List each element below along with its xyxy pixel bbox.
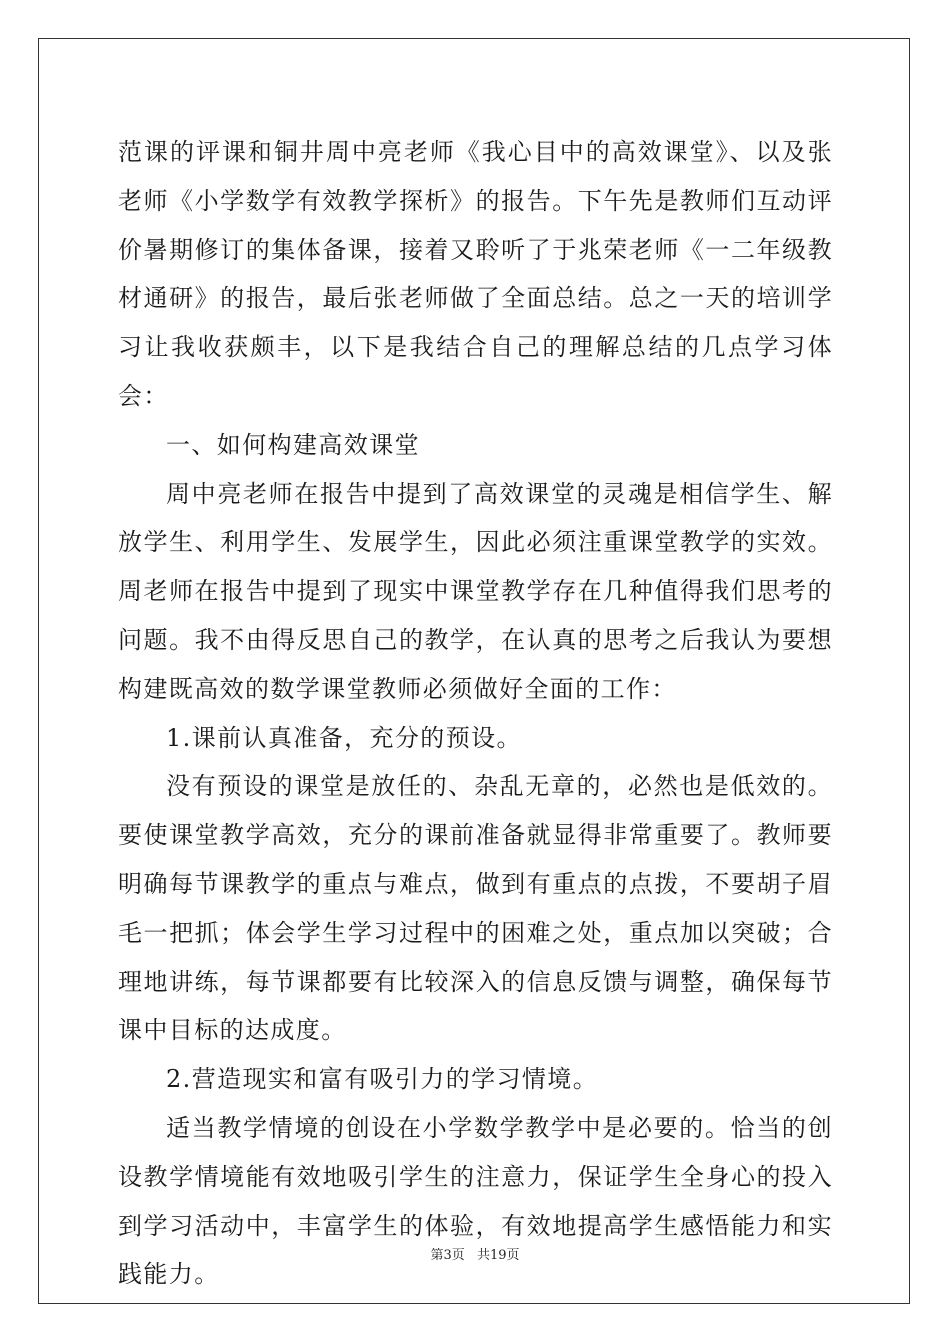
- subsection-heading: 2.营造现实和富有吸引力的学习情境。: [166, 1065, 599, 1094]
- paragraph: 范课的评课和铜井周中亮老师《我心目中的高效课堂》、以及张老师《小学数学有效教学探析》的报告。下午先是教师们互动评价暑期修订的集体备课，接着又聆听了于兆荣老师《一二年级教材通研》的报告，最后张老师做了全面总结。总之一天的培训学习让我收获颇丰，以下是我结合自己的理解总结的几点学习体会：: [118, 138, 833, 410]
- total-pages: 共19页: [476, 1248, 520, 1263]
- document-body: [118, 128, 833, 1299]
- subsection-heading: 1.课前认真准备，充分的预设。: [166, 723, 522, 752]
- paragraph: 周中亮老师在报告中提到了高效课堂的灵魂是相信学生、解放学生、利用学生、发展学生，因此必须注重课堂教学的实效。周老师在报告中提到了现实中课堂教学存在几种值得我们思考的问题。我不由得反思自己的教学，在认真的思考之后我认为要想构建既高效的数学课堂教师必须做好全面的工作：: [118, 479, 833, 703]
- paragraph: 适当教学情境的创设在小学数学教学中是必要的。恰当的创设教学情境能有效地吸引学生的注意力，保证学生全身心的投入到学习活动中，丰富学生的体验，有效地提高学生感悟能力和实践能力。: [118, 1113, 833, 1289]
- page-number: 第3页: [430, 1248, 465, 1263]
- paragraph: 没有预设的课堂是放任的、杂乱无章的，必然也是低效的。要使课堂教学高效，充分的课前准备就显得非常重要了。教师要明确每节课教学的重点与难点，做到有重点的点拨，不要胡子眉毛一把抓；体会学生学习过程中的困难之处，重点加以突破；合理地讲练，每节课都要有比较深入的信息反馈与调整，确保每节课中目标的达成度。: [118, 772, 833, 1045]
- section-heading: 一、如何构建高效课堂: [166, 430, 420, 459]
- page-footer: [0, 1244, 950, 1263]
